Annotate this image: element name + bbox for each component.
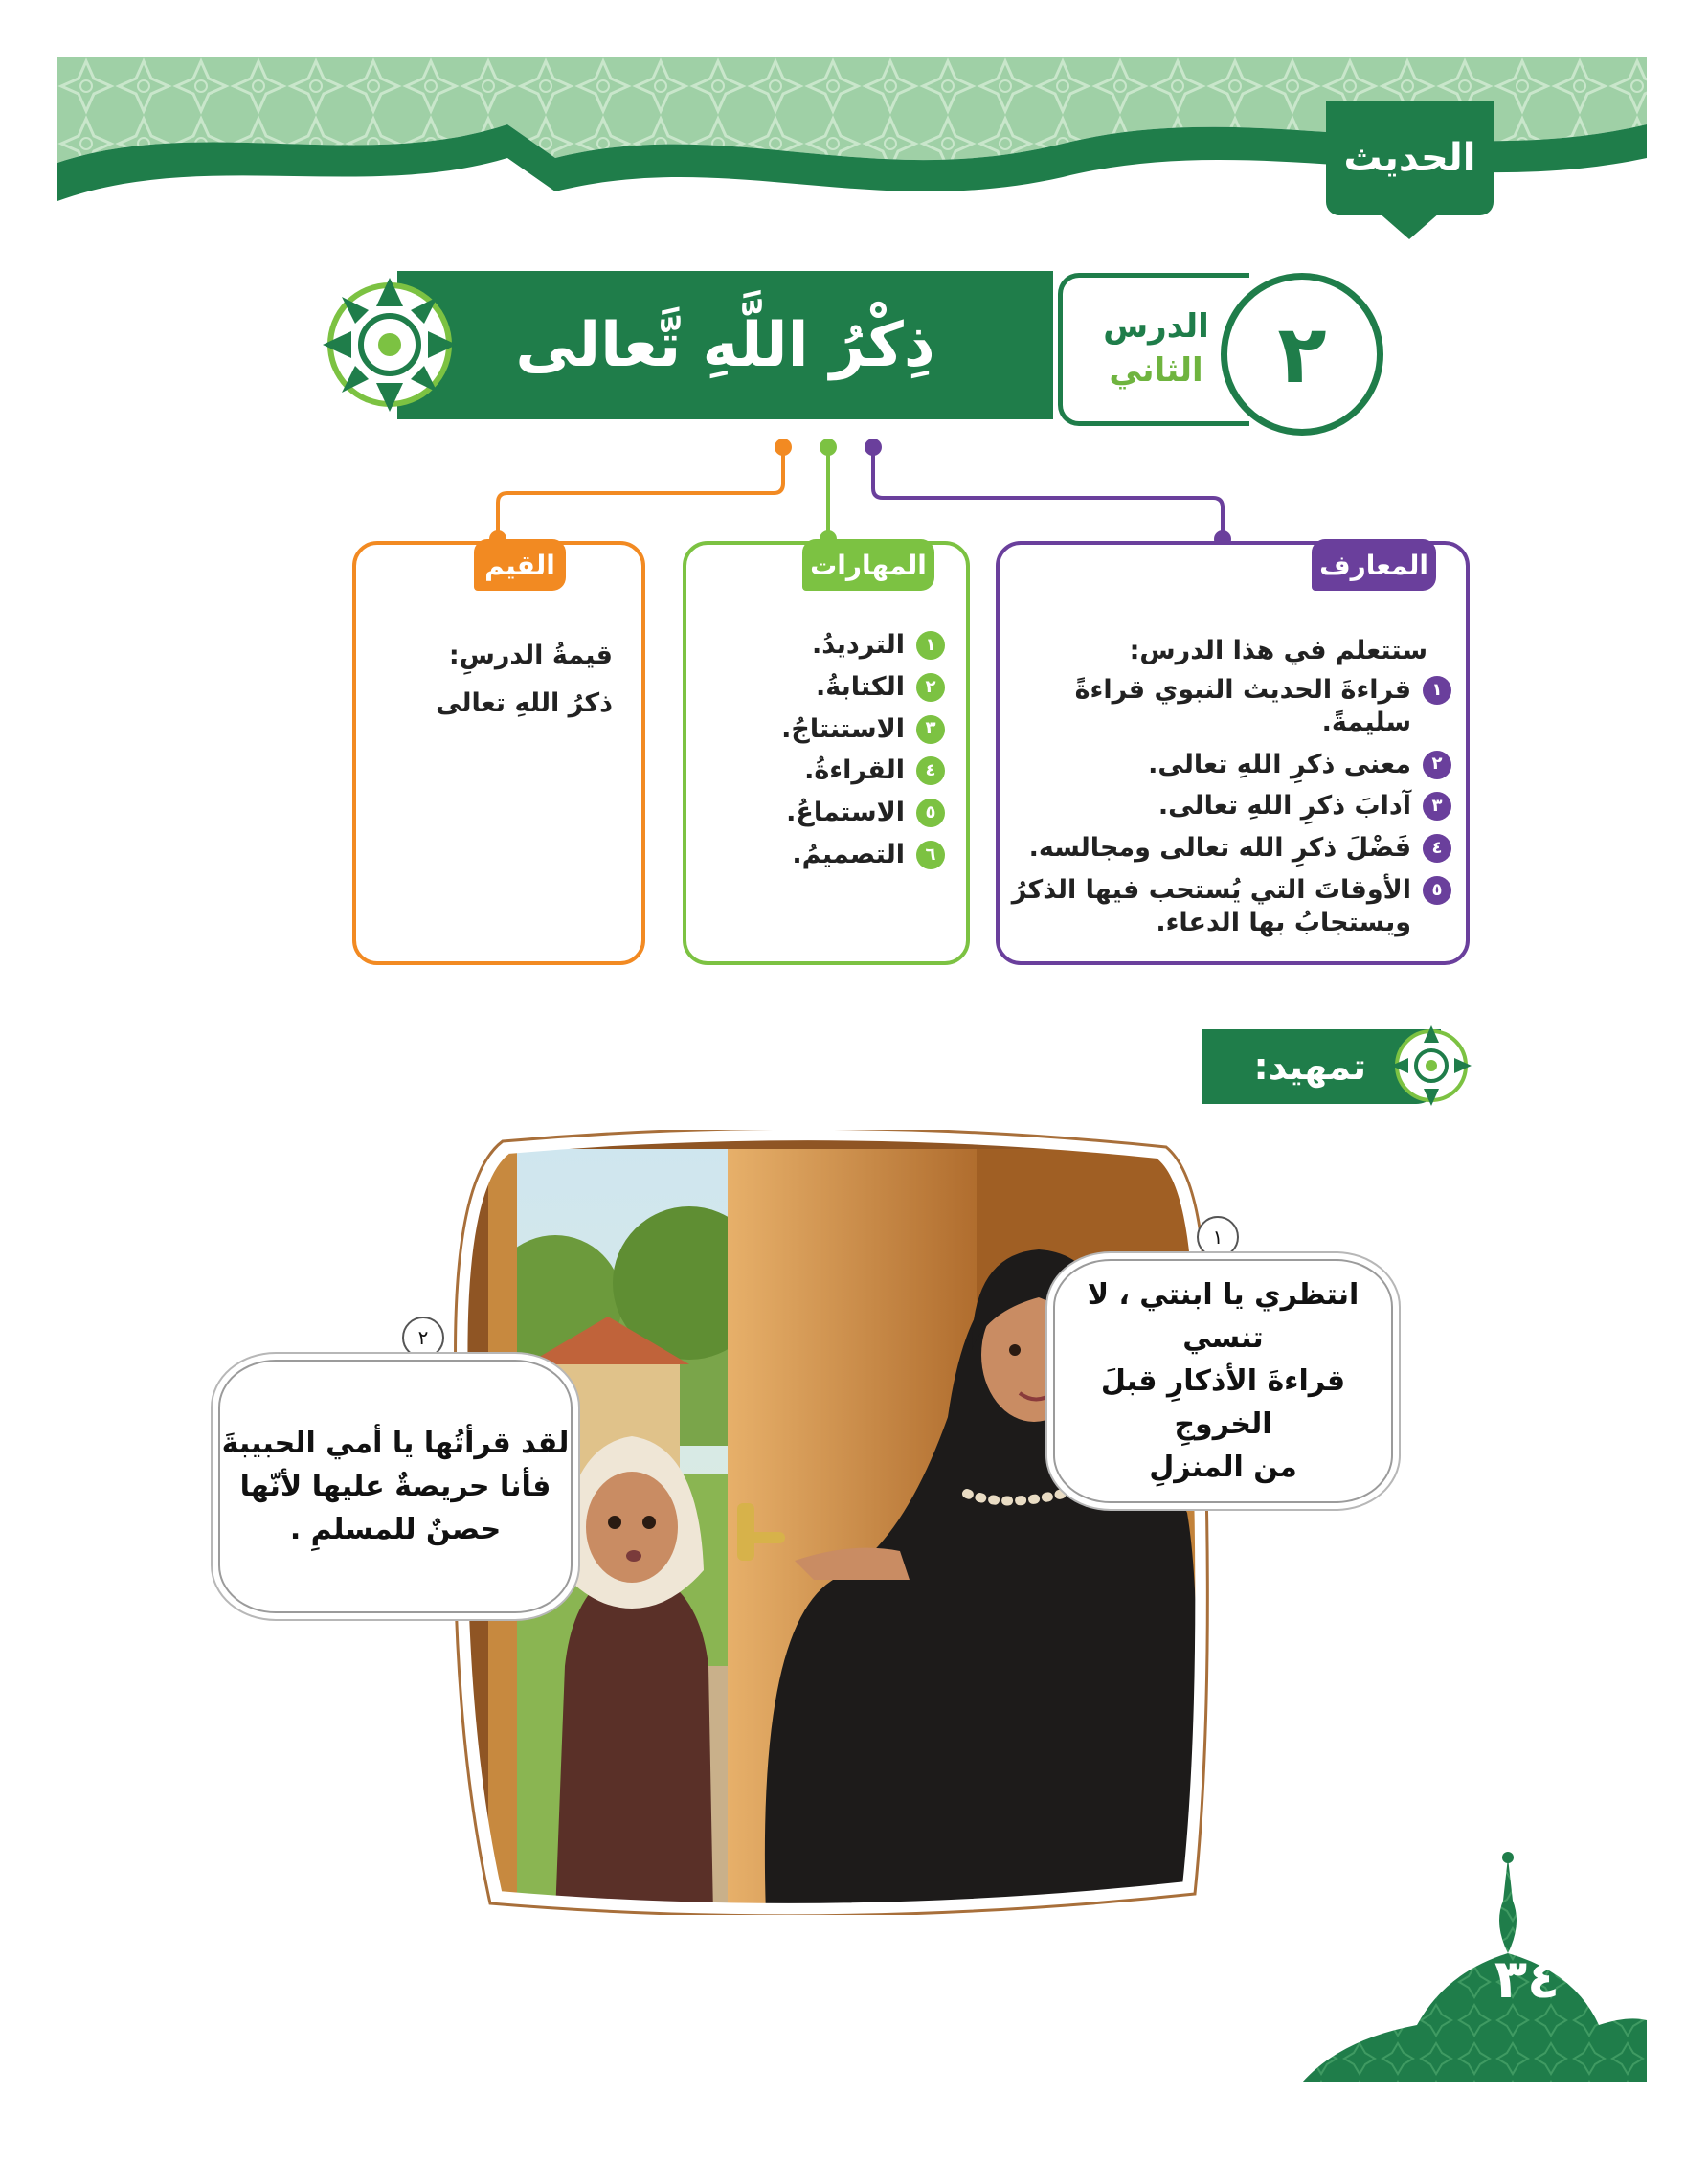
ornament-icon xyxy=(1388,1023,1474,1109)
knowledge-intro: ستتعلم في هذا الدرس: xyxy=(1129,636,1427,665)
lesson-number: ٢ xyxy=(1277,307,1327,401)
list-item xyxy=(1011,749,1451,781)
item-number: ٤ xyxy=(916,756,945,785)
item-number: ٢ xyxy=(916,673,945,702)
intro-title: تمهيد: xyxy=(1253,1046,1366,1088)
item-number: ٥ xyxy=(1423,876,1451,905)
bubble-line: انتظري يا ابنتي ، لا تنسي xyxy=(1087,1278,1360,1355)
item-text: معنى ذكرِ اللهِ تعالى. xyxy=(1148,749,1411,779)
item-text: فَضْلَ ذكرِ الله تعالى ومجالسه. xyxy=(1028,833,1411,863)
item-text: آدابَ ذكرِ اللهِ تعالى. xyxy=(1157,791,1411,822)
bubble-line: حصنٌ للمسلمِ . xyxy=(289,1513,502,1546)
item-number: ٥ xyxy=(916,799,945,827)
item-number: ٢ xyxy=(1423,751,1451,779)
list-item xyxy=(1011,832,1451,865)
item-text: الاستماعُ. xyxy=(786,798,905,827)
bubble-number: ١ xyxy=(1197,1216,1239,1258)
subject-tab-pointer xyxy=(1379,213,1440,239)
subject-title: الحديث xyxy=(1343,136,1476,180)
item-number: ٣ xyxy=(1423,792,1451,821)
ornament-icon xyxy=(311,273,469,416)
list-item xyxy=(1011,790,1451,822)
item-text: الترديدُ. xyxy=(811,630,905,660)
page-number: ٣٤ xyxy=(1494,1948,1561,2011)
values-line2: ذكرُ اللهِ تعالى xyxy=(436,688,613,718)
lesson-label-line2: الثاني xyxy=(1109,351,1203,390)
lesson-title-bar xyxy=(397,271,1053,419)
item-text: الاستنتاجُ. xyxy=(781,713,905,744)
list-item xyxy=(1011,874,1451,939)
item-text: الأوقاتَ التي يُستحب فيها الذكرُ ويستجابُ بها الدعاء. xyxy=(1011,874,1411,937)
item-number: ٤ xyxy=(1423,834,1451,863)
list-item xyxy=(696,713,945,746)
skills-box xyxy=(683,541,970,965)
item-number: ٣ xyxy=(916,715,945,744)
item-number: ٦ xyxy=(916,841,945,869)
mother-speech-bubble xyxy=(1053,1259,1393,1503)
list-item xyxy=(1011,674,1451,739)
skills-tab: المهارات xyxy=(802,539,934,591)
list-item xyxy=(696,797,945,829)
lesson-title: ذِكْرُ اللَّهِ تَّعالى xyxy=(515,309,935,381)
bubble-line: لقد قرأتُها يا أمي الحبيبةَ xyxy=(221,1427,570,1460)
list-item xyxy=(696,839,945,871)
values-tab: القيم xyxy=(474,539,566,591)
list-item xyxy=(696,671,945,704)
subject-tab xyxy=(1326,101,1494,215)
list-item xyxy=(696,754,945,787)
list-item xyxy=(696,629,945,662)
item-number: ١ xyxy=(916,631,945,660)
values-line1: قيمةُ الدرسِ: xyxy=(448,641,613,670)
item-number: ١ xyxy=(1423,676,1451,705)
item-text: التصميمُ. xyxy=(792,839,905,869)
knowledge-list xyxy=(1011,674,1451,948)
item-text: قراءةَ الحديث النبوي قراءةً سليمةً. xyxy=(1074,675,1411,737)
bubble-number: ٢ xyxy=(402,1317,444,1359)
item-text: القراءةُ. xyxy=(804,755,905,786)
bubble-line: قراءةَ الأذكارِ قبلَ الخروجِ xyxy=(1100,1364,1346,1441)
skills-list xyxy=(696,629,945,881)
item-text: الكتابةُ. xyxy=(815,671,905,702)
bubble-line: فأنا حريصةٌ عليها لأنّها xyxy=(239,1470,551,1503)
knowledge-tab: المعارف xyxy=(1312,539,1436,591)
bubble-line: من المنزلِ xyxy=(1149,1451,1297,1484)
values-box xyxy=(352,541,645,965)
knowledge-box xyxy=(996,541,1470,965)
lesson-number-badge xyxy=(1221,273,1383,436)
daughter-speech-bubble xyxy=(218,1360,573,1613)
lesson-label-line1: الدرس xyxy=(1103,307,1209,347)
